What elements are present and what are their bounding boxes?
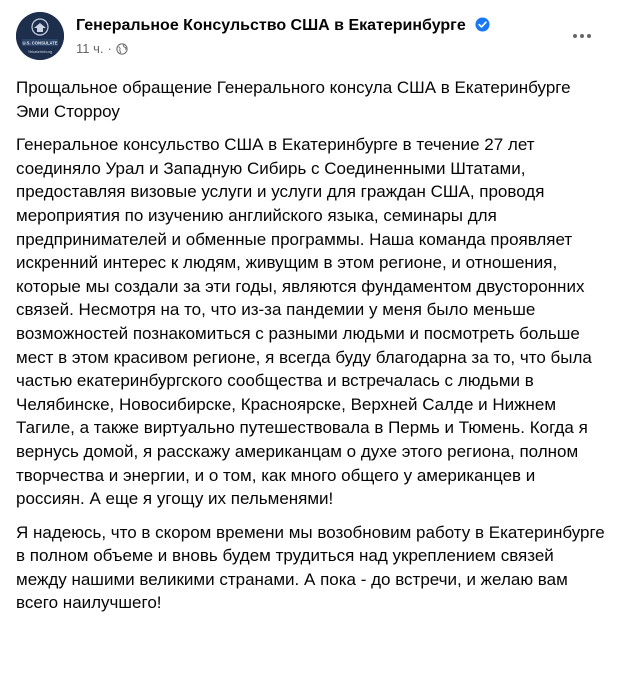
page-avatar[interactable] [16,12,64,60]
more-horizontal-icon [573,34,591,38]
consulate-seal-icon [16,12,64,60]
post-paragraph-2: Я надеюсь, что в скором времени мы возобновим работу в Екатеринбурге в полном объеме и вновь будем трудиться над укреплением связей между нашими великими странами. А пока - до встречи, и желаю вам всего наилучшего! [16,522,605,613]
post-title: Прощальное обращение Генерального консула США в Екатеринбурге Эми Сторроу [16,78,571,121]
post-timestamp[interactable]: 11 ч. [76,41,104,56]
avatar-text-top: U.S. CONSULATE [22,40,58,46]
verified-badge-icon [475,17,490,32]
page-name-link[interactable] [76,17,490,35]
more-options-button[interactable] [568,22,596,50]
post-body [16,76,606,625]
post-meta [76,41,128,56]
post-paragraph-1: Генеральное консульство США в Екатеринбурге в течение 27 лет соединяло Урал и Западную Сибирь с Соединенными Штатами, предоставляя визовые услуги и услуги для граждан США, проводя мероприятия по изучению английского языка, семинары для предпринимателей и обменные программы. Наша команда проявляет искренний интерес к людям, живущим в этом регионе, и отношения, которые мы создали за эти годы, являются фундаментом двусторонних связей. Несмотря на то, что из-за пандемии у меня было меньше возможностей познакомиться с разными людьми и посмотреть больше мест в этом красивом регионе, я всегда буду благодарна за то, что была частью екатеринбургского сообщества и встречалась с людьми в Челябинске, Новосибирске, Красноярске, Верхней Салде и Нижнем Тагиле, а также виртуально путешествовала в Пермь и Тюмень. Когда я вернусь домой, я расскажу американцам о духе этого региона, полном творчества и энергии, и о том, как много общего у американцев и россиян. А еще я угощу их пельменями! [16,135,592,509]
page-name: Генеральное Консульство США в Екатеринбурге [76,17,466,34]
globe-icon[interactable] [116,43,128,55]
avatar-text-bottom: Yekaterinburg [27,49,53,54]
meta-separator: · [107,41,112,56]
post-header [16,12,608,64]
